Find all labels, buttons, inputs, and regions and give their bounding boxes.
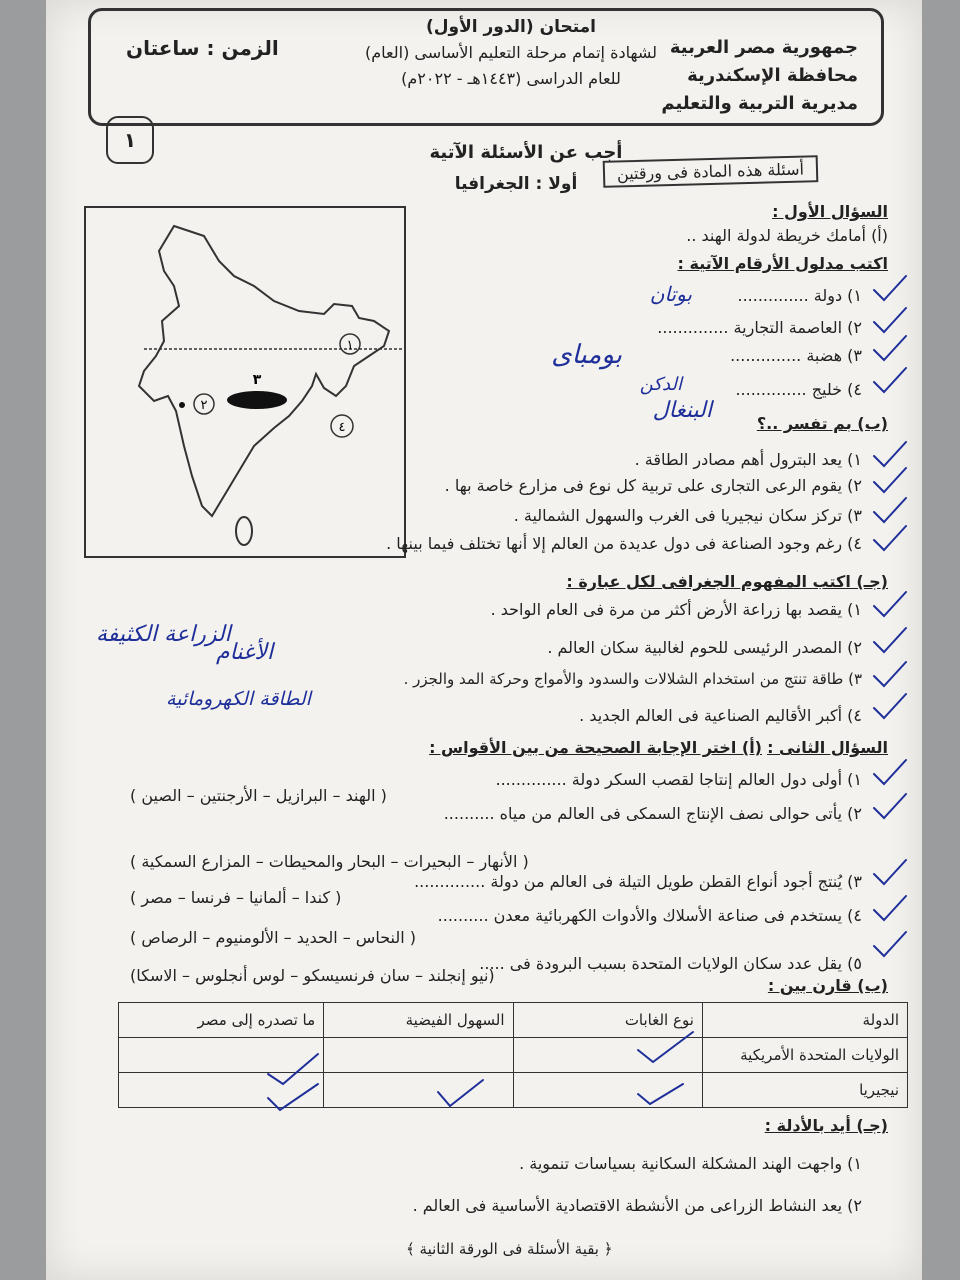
- q1-title: السؤال الأول :: [772, 202, 888, 221]
- plateau-marker: [227, 391, 287, 409]
- mcq-options: ( كندا – ألمانيا – فرنسا – مصر ): [130, 888, 342, 907]
- map-label-text: ٣: [252, 372, 262, 388]
- proof-item: ١) واجهت الهند المشكلة السكانية بسياسات تنموية .: [519, 1154, 862, 1173]
- table-header: نوع الغابات: [513, 1003, 702, 1038]
- explain-item: ٣) تركز سكان نيجيريا فى الغرب والسهول الشمالية .: [513, 506, 862, 525]
- concept-answer: الزراعة الكثيفة: [96, 622, 231, 647]
- check-mark-icon: [874, 860, 906, 884]
- q2-part-a: (أ) اختر الإجابة الصحيحة من بين الأقواس :: [429, 738, 762, 757]
- q1-write-meaning: اكتب مدلول الأرقام الآتية :: [677, 254, 888, 273]
- footer-note: ﴿ بقية الأسئلة فى الورقة الثانية ﴾: [406, 1240, 613, 1258]
- concept-item: ٣) طاقة تنتج من استخدام الشلالات والسدود والأمواج وحركة المد والجزر .: [403, 670, 862, 688]
- header-gov: [661, 34, 858, 118]
- margin-check-marks: [866, 270, 916, 1230]
- q1-part-a: (أ) أمامك خريطة لدولة الهند ..: [686, 226, 888, 245]
- table-row-label: نيجيريا: [702, 1073, 907, 1108]
- table-row-label: الولايات المتحدة الأمريكية: [702, 1038, 907, 1073]
- explain-item: ١) يعد البترول أهم مصادر الطاقة .: [634, 450, 862, 469]
- page-number: ١: [106, 116, 154, 164]
- sri-lanka-outline: [236, 517, 252, 545]
- mcq-question: ١) أولى دول العالم إنتاجا لقصب السكر دولة ..............: [495, 770, 862, 789]
- q1-part-c: (جـ) اكتب المفهوم الجغرافى لكل عبارة :: [566, 572, 888, 591]
- mcq-question: ٥) يقل عدد سكان الولايات المتحدة بسبب البرودة فى .....: [479, 954, 862, 973]
- q1-item: ٣) هضبة ..............: [730, 346, 862, 365]
- q2-title: السؤال الثانى :: [767, 738, 888, 757]
- q1-item: ٤) خليج ..............: [735, 380, 862, 399]
- q1-item-answer: بوتان: [649, 282, 692, 306]
- check-mark-icon: [874, 498, 906, 522]
- check-mark-icon: [874, 662, 906, 686]
- check-mark-icon: [874, 592, 906, 616]
- map-label-text: ٢: [200, 398, 208, 413]
- concept-answer: الطاقة الكهرومائية: [166, 688, 311, 710]
- instructions: أجب عن الأسئلة الآتية: [429, 142, 623, 163]
- q2-part-c: (جـ) أيد بالأدلة :: [764, 1116, 888, 1135]
- mcq-question: ٣) يُنتج أجود أنواع القطن طويل التيلة فى العالم من دولة ..............: [414, 872, 862, 891]
- check-mark-icon: [874, 794, 906, 818]
- exam-title: امتحان (الدور الأول): [426, 17, 596, 37]
- table-header: السهول الفيضية: [324, 1003, 513, 1038]
- certificate-line: لشهادة إتمام مرحلة التعليم الأساسى (العام): [365, 43, 657, 62]
- mcq-options: ( الأنهار – البحيرات – البحار والمحيطات – المزارع السمكية ): [130, 852, 529, 871]
- header-exam-info: [346, 14, 676, 92]
- year-line: للعام الدراسى (١٤٤٣هـ - ٢٠٢٢م): [401, 69, 621, 88]
- q1-part-b: (ب) بم تفسر ..؟: [756, 414, 888, 433]
- mcq-question: ٤) يستخدم فى صناعة الأسلاك والأدوات الكهربائية معدن ..........: [437, 906, 862, 925]
- concept-item: ٤) أكبر الأقاليم الصناعية فى العالم الجديد .: [579, 706, 862, 725]
- gov-line: محافظة الإسكندرية: [687, 65, 858, 86]
- proof-item: ٢) يعد النشاط الزراعى من الأنشطة الاقتصادية الأساسية فى العالم .: [412, 1196, 862, 1215]
- check-mark-icon: [874, 694, 906, 718]
- check-mark-icon: [874, 468, 906, 492]
- map-frame: [85, 207, 405, 557]
- city-marker: [179, 402, 185, 408]
- india-map: [84, 206, 406, 558]
- explain-item: ٤) رغم وجود الصناعة فى دول عديدة من العالم إلا أنها تختلف فيما بينها .: [386, 534, 862, 553]
- concept-item: ١) يقصد بها زراعة الأرض أكثر من مرة فى العام الواحد .: [490, 600, 862, 619]
- exam-paper: [46, 0, 922, 1280]
- q1-item: ٢) العاصمة التجارية ..............: [657, 318, 862, 337]
- table-check-marks: [118, 1002, 908, 1114]
- check-mark-icon: [638, 1084, 683, 1104]
- map-label-text: ١: [346, 338, 354, 353]
- explain-item: ٢) يقوم الرعى التجارى على تربية كل نوع فى مزارع خاصة بها .: [444, 476, 862, 495]
- note-box: أسئلة هذه المادة فى ورقتين: [603, 155, 819, 188]
- india-outline: [139, 226, 389, 516]
- check-mark-icon: [874, 628, 906, 652]
- check-mark-icon: [874, 896, 906, 920]
- mcq-options: ( الهند – البرازيل – الأرجنتين – الصين ): [130, 786, 387, 805]
- q2-part-b: (ب) قارن بين :: [767, 976, 888, 995]
- check-mark-icon: [268, 1084, 318, 1110]
- q1-item-answer: البنغال: [652, 398, 712, 423]
- check-mark-icon: [268, 1054, 318, 1084]
- check-mark-icon: [638, 1032, 693, 1062]
- check-mark-icon: [438, 1080, 483, 1106]
- table-header: الدولة: [702, 1003, 907, 1038]
- section-title: أولا : الجغرافيا: [454, 174, 578, 194]
- map-label-text: ٤: [338, 420, 346, 435]
- exam-time: الزمن : ساعتان: [126, 36, 279, 60]
- check-mark-icon: [874, 442, 906, 466]
- check-mark-icon: [874, 932, 906, 956]
- concept-answer: الأغنام: [216, 640, 274, 665]
- check-mark-icon: [874, 526, 906, 550]
- check-mark-icon: [874, 308, 906, 332]
- mcq-options: (نيو إنجلند – سان فرنسيسكو – لوس أنجلوس – الاسكا): [130, 966, 495, 985]
- mcq-question: ٢) يأتى حوالى نصف الإنتاج السمكى فى العالم من مياه ..........: [443, 804, 862, 823]
- mcq-options: ( النحاس – الحديد – الألومنيوم – الرصاص ): [130, 928, 417, 947]
- q1-item-answer: الدكن: [639, 374, 682, 395]
- gov-line: جمهورية مصر العربية: [669, 37, 858, 58]
- gov-line: مديرية التربية والتعليم: [661, 93, 858, 114]
- check-mark-icon: [874, 276, 906, 300]
- concept-item: ٢) المصدر الرئيسى للحوم لغالبية سكان العالم .: [547, 638, 862, 657]
- check-mark-icon: [874, 760, 906, 784]
- table-header: ما تصدره إلى مصر: [119, 1003, 324, 1038]
- q1-item-answer: بومباى: [551, 340, 622, 370]
- q1-item: ١) دولة ..............: [737, 286, 862, 305]
- check-mark-icon: [874, 368, 906, 392]
- check-mark-icon: [874, 336, 906, 360]
